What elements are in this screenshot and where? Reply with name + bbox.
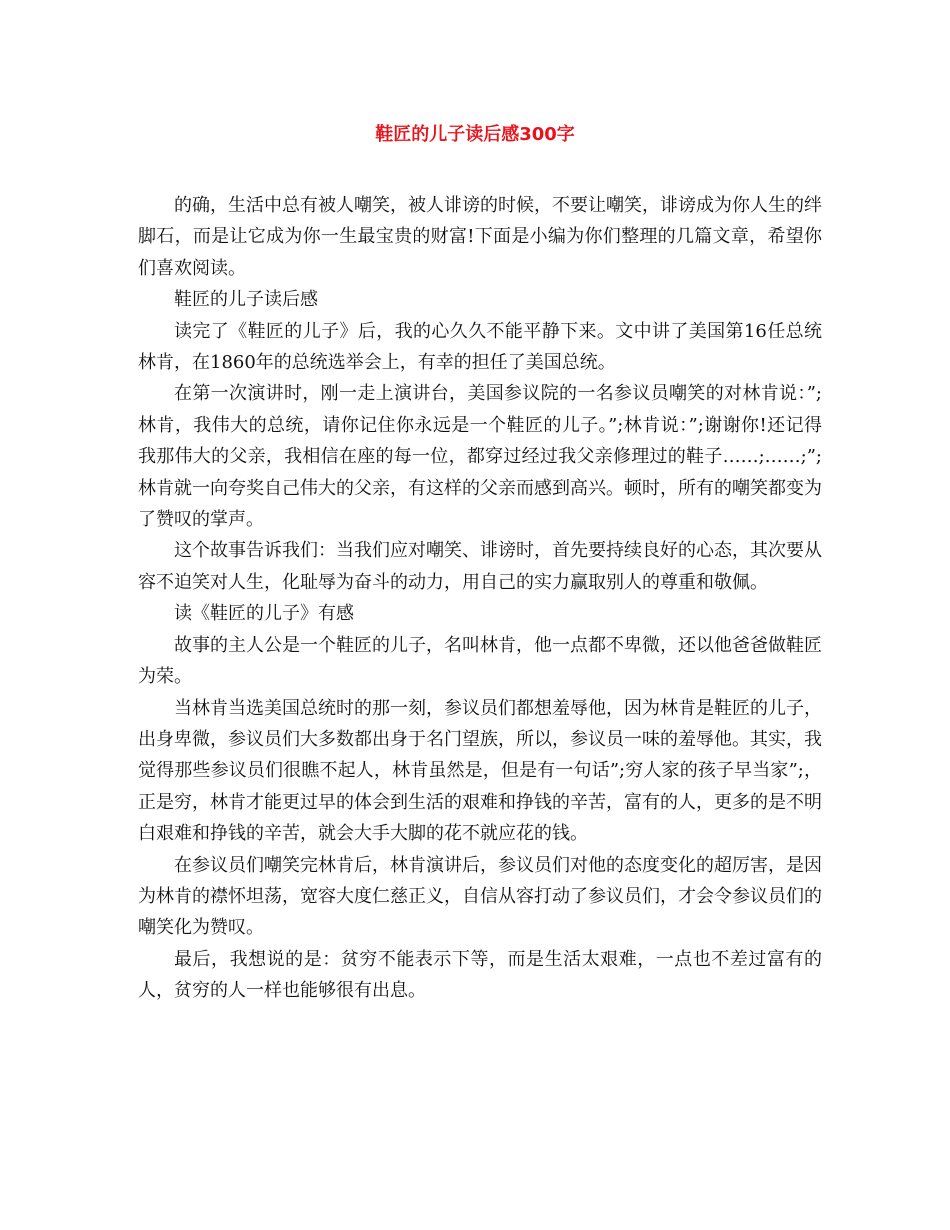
paragraph: 这个故事告诉我们：当我们应对嘲笑、诽谤时，首先要持续良好的心态，其次要从容不迫笑对人生，化耻辱为奋斗的动力，用自己的实力赢取别人的尊重和敬佩。 [138,540,822,593]
document-title: 鞋匠的儿子读后感300字 [375,124,575,145]
paragraph: 故事的主人公是一个鞋匠的儿子，名叫林肯，他一点都不卑微，还以他爸爸做鞋匠为荣。 [138,634,822,688]
paragraph-intro: 的确，生活中总有被人嘲笑，被人诽谤的时候，不要让嘲笑，诽谤成为你人生的绊脚石，而是让它成为你一生最宝贵的财富!下面是小编为你们整理的几篇文章，希望你们喜欢阅读。 [138,195,822,279]
paragraph: 在第一次演讲时，刚一走上演讲台，美国参议院的一名参议员嘲笑的对林肯说：”;林肯，我伟大的总统，请你记住你永远是一个鞋匠的儿子。”;林肯说：”;谢谢你!还记得我那伟大的父亲，我相信在座的每一位，都穿过经过我父亲修理过的鞋子……;……;”;林肯就一向夸奖自己伟大的父亲，有这样的父亲而感到高兴。顿时，所有的嘲笑都变为了赞叹的掌声。 [138,383,822,531]
section-heading: 鞋匠的儿子读后感 [174,289,318,311]
document-body [138,190,822,1007]
paragraph-conclusion: 最后，我想说的是：贫穷不能表示下等，而是生活太艰难，一点也不差过富有的人，贫穷的人一样也能够很有出息。 [138,948,822,1002]
paragraph: 读完了《鞋匠的儿子》后，我的心久久不能平静下来。文中讲了美国第16任总统林肯，在1860年的总统选举会上，有幸的担任了美国总统。 [138,320,822,374]
paragraph: 在参议员们嘲笑完林肯后，林肯演讲后，参议员们对他的态度变化的超厉害，是因为林肯的襟怀坦荡，宽容大度仁慈正义，自信从容打动了参议员们，才会令参议员们的嘲笑化为赞叹。 [138,854,822,939]
paragraph: 当林肯当选美国总统时的那一刻，参议员们都想羞辱他，因为林肯是鞋匠的儿子，出身卑微，参议员们大多数都出身于名门望族，所以，参议员一味的羞辱他。其实，我觉得那些参议员们很瞧不起人，林肯虽然是，但是有一句话”;穷人家的孩子早当家”;， 正是穷，林肯才能更过早的体会到生活的艰难和挣钱的辛苦，富有的人，更多的是不明白艰难和挣钱的辛苦，就会大手大脚的花不就应花的钱。 [138,697,822,845]
section-heading: 读《鞋匠的儿子》有感 [174,603,354,625]
